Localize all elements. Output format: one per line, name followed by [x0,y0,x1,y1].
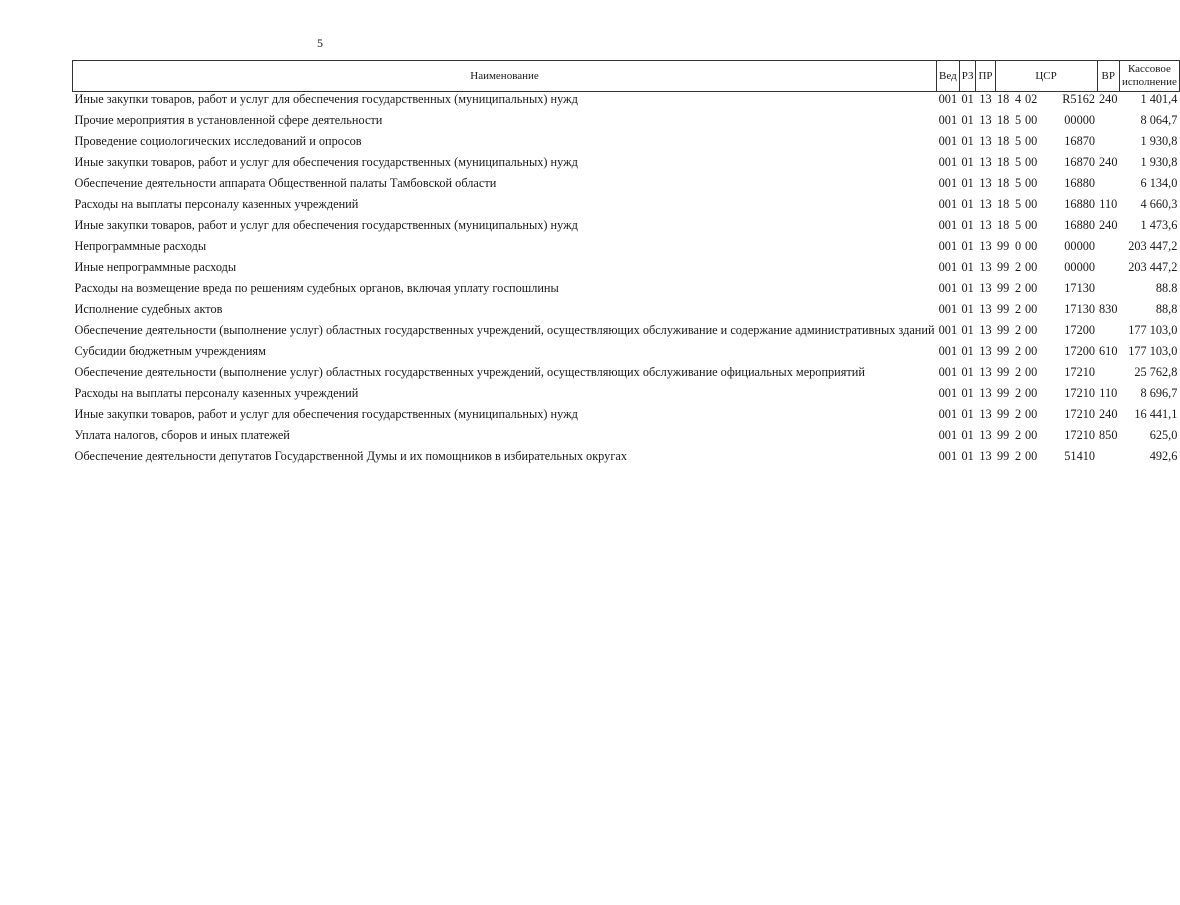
row-csr [995,302,1097,323]
csr-subprogram: 2 [1014,428,1022,442]
row-name: Обеспечение деятельности депутатов Государственной Думы и их помощников в избирательных округах [74,449,627,463]
row-ved: 001 [938,428,958,442]
row-pr: 13 [979,92,992,106]
row-rz: 01 [961,239,974,253]
row-name: Субсидии бюджетным учреждениям [74,344,266,358]
row-pr: 13 [979,365,992,379]
csr-program: 99 [997,344,1010,358]
row-pr: 13 [979,386,992,400]
csr-subprogram: 5 [1014,197,1022,211]
row-csr [995,344,1097,365]
csr-subprogram: 2 [1014,281,1022,295]
row-csr [995,218,1097,239]
row-rz: 01 [961,323,974,337]
row-ved: 001 [938,302,958,316]
csr-subprogram: 2 [1014,449,1022,463]
row-vr [1097,134,1119,155]
row-sum: 177 103,0 [1128,323,1178,337]
row-vr: 240 [1099,92,1118,106]
csr-direction: 16870 [1064,134,1096,148]
row-sum: 8 696,7 [1140,386,1178,400]
row-sum: 1 930,8 [1140,134,1178,148]
row-vr: 110 [1099,386,1118,400]
row-csr [995,176,1097,197]
row-name: Расходы на выплаты персоналу казенных учреждений [74,386,359,400]
row-ved: 001 [938,92,958,106]
row-ved: 001 [938,134,958,148]
header-name: Наименование [73,61,937,92]
row-sum: 88.8 [1155,281,1178,295]
table-row [73,302,1180,323]
csr-program: 99 [997,260,1010,274]
csr-subprogram: 2 [1014,323,1022,337]
table-row [73,260,1180,281]
row-rz: 01 [961,449,974,463]
row-name: Обеспечение деятельности (выполнение услуг) областных государственных учреждений, осуществляющих обслуживание и содержание административных зданий [74,323,935,337]
row-name: Расходы на возмещение вреда по решениям судебных органов, включая уплату госпошлины [74,281,559,295]
row-name: Обеспечение деятельности аппарата Общественной палаты Тамбовской области [74,176,497,190]
table-row [73,113,1180,134]
row-rz: 01 [961,218,974,232]
row-rz: 01 [961,365,974,379]
csr-program: 18 [997,155,1010,169]
row-ved: 001 [938,344,958,358]
row-vr [1097,113,1119,134]
row-vr [1097,176,1119,197]
row-name: Прочие мероприятия в установленной сфере деятельности [74,113,383,127]
header-vr: ВР [1097,61,1119,92]
csr-subprogram: 5 [1014,176,1022,190]
page-number: 5 [317,36,323,50]
row-csr [995,365,1097,386]
row-pr: 13 [979,260,992,274]
row-rz: 01 [961,260,974,274]
csr-event: 00 [1025,344,1038,358]
csr-program: 18 [997,134,1010,148]
header-ved: Вед [937,61,960,92]
table-body [73,92,1180,471]
row-pr: 13 [979,449,992,463]
row-ved: 001 [938,155,958,169]
row-sum: 203 447,2 [1128,260,1178,274]
row-ved: 001 [938,281,958,295]
csr-program: 99 [997,323,1010,337]
csr-program: 18 [997,197,1010,211]
row-vr: 240 [1099,155,1118,169]
row-name: Иные непрограммные расходы [74,260,237,274]
csr-subprogram: 2 [1014,365,1022,379]
csr-direction: R5162 [1062,92,1096,106]
row-ved: 001 [938,218,958,232]
row-name: Расходы на выплаты персоналу казенных учреждений [74,197,359,211]
row-sum: 88,8 [1155,302,1178,316]
row-ved: 001 [938,323,958,337]
csr-direction: 17210 [1064,386,1096,400]
row-ved: 001 [938,197,958,211]
row-vr [1097,260,1119,281]
csr-program: 99 [997,449,1010,463]
csr-event: 00 [1025,155,1038,169]
row-sum: 25 762,8 [1134,365,1178,379]
row-vr [1097,449,1119,470]
csr-event: 00 [1025,113,1038,127]
row-sum: 625,0 [1149,428,1178,442]
csr-direction: 17210 [1064,407,1096,421]
row-rz: 01 [961,344,974,358]
row-pr: 13 [979,155,992,169]
row-rz: 01 [961,302,974,316]
row-csr [995,281,1097,302]
table-row [73,344,1180,365]
csr-direction: 16880 [1064,197,1096,211]
csr-program: 99 [997,281,1010,295]
row-csr [995,386,1097,407]
row-name: Уплата налогов, сборов и иных платежей [74,428,290,442]
csr-program: 18 [997,113,1010,127]
csr-subprogram: 2 [1014,386,1022,400]
csr-event: 00 [1025,176,1038,190]
csr-event: 00 [1025,134,1038,148]
row-pr: 13 [979,428,992,442]
header-pr: ПР [976,61,995,92]
row-name: Исполнение судебных актов [74,302,223,316]
csr-direction: 17200 [1064,344,1096,358]
row-rz: 01 [961,155,974,169]
row-pr: 13 [979,113,992,127]
csr-direction: 17210 [1064,365,1096,379]
row-pr: 13 [979,134,992,148]
row-name: Обеспечение деятельности (выполнение услуг) областных государственных учреждений, осуществляющих обслуживание официальных мероприятий [74,365,865,379]
row-csr [995,197,1097,218]
row-name: Иные закупки товаров, работ и услуг для обеспечения государственных (муниципальных) нужд [74,218,578,232]
csr-subprogram: 2 [1014,344,1022,358]
row-csr [995,323,1097,344]
row-pr: 13 [979,323,992,337]
row-csr [995,260,1097,281]
row-name: Непрограммные расходы [74,239,207,253]
row-vr: 240 [1099,218,1118,232]
csr-event: 00 [1025,428,1038,442]
csr-direction: 00000 [1064,239,1096,253]
row-rz: 01 [961,197,974,211]
row-ved: 001 [938,113,958,127]
csr-event: 00 [1025,197,1038,211]
csr-direction: 00000 [1064,113,1096,127]
row-csr [995,113,1097,134]
csr-direction: 51410 [1064,449,1096,463]
csr-subprogram: 2 [1014,407,1022,421]
csr-event: 00 [1025,302,1038,316]
csr-subprogram: 2 [1014,260,1022,274]
row-csr [995,407,1097,428]
csr-direction: 17130 [1064,281,1096,295]
table-row [73,218,1180,239]
csr-program: 99 [997,386,1010,400]
csr-subprogram: 0 [1014,239,1022,253]
row-ved: 001 [938,407,958,421]
row-pr: 13 [979,176,992,190]
csr-program: 99 [997,407,1010,421]
csr-direction: 16880 [1064,218,1096,232]
csr-event: 00 [1025,407,1038,421]
row-vr: 110 [1099,197,1118,211]
csr-event: 00 [1025,449,1038,463]
table-row [73,197,1180,218]
header-sum: Кассовое исполнение [1119,61,1179,92]
table-row [73,176,1180,197]
row-csr [995,449,1097,470]
row-vr [1097,323,1119,344]
row-vr [1097,365,1119,386]
row-rz: 01 [961,134,974,148]
table-row [73,92,1180,114]
csr-program: 99 [997,239,1010,253]
row-name: Иные закупки товаров, работ и услуг для обеспечения государственных (муниципальных) нужд [74,155,578,169]
table-row [73,134,1180,155]
csr-event: 00 [1025,323,1038,337]
csr-event: 00 [1025,281,1038,295]
csr-event: 00 [1025,386,1038,400]
csr-program: 18 [997,176,1010,190]
csr-program: 99 [997,365,1010,379]
row-rz: 01 [961,386,974,400]
row-sum: 8 064,7 [1140,113,1178,127]
csr-direction: 16880 [1064,176,1096,190]
row-rz: 01 [961,407,974,421]
table-row [73,365,1180,386]
row-ved: 001 [938,386,958,400]
table-row [73,428,1180,449]
csr-event: 02 [1025,92,1038,106]
csr-direction: 00000 [1064,260,1096,274]
row-vr: 610 [1099,344,1118,358]
row-pr: 13 [979,197,992,211]
row-ved: 001 [938,449,958,463]
csr-subprogram: 5 [1014,218,1022,232]
row-vr: 850 [1099,428,1118,442]
csr-event: 00 [1025,260,1038,274]
row-sum: 203 447,2 [1128,239,1178,253]
csr-direction: 17130 [1064,302,1096,316]
row-rz: 01 [961,113,974,127]
csr-program: 99 [997,302,1010,316]
table-row [73,407,1180,428]
row-pr: 13 [979,281,992,295]
row-pr: 13 [979,407,992,421]
row-sum: 16 441,1 [1134,407,1178,421]
row-pr: 13 [979,344,992,358]
row-rz: 01 [961,92,974,106]
csr-direction: 17210 [1064,428,1096,442]
table-row [73,386,1180,407]
row-csr [995,134,1097,155]
row-ved: 001 [938,176,958,190]
row-ved: 001 [938,365,958,379]
row-vr [1097,281,1119,302]
row-vr: 240 [1099,407,1118,421]
row-sum: 6 134,0 [1140,176,1178,190]
csr-program: 18 [997,92,1010,106]
row-pr: 13 [979,302,992,316]
table-header-row [73,61,1180,92]
csr-direction: 16870 [1064,155,1096,169]
csr-event: 00 [1025,218,1038,232]
row-ved: 001 [938,260,958,274]
row-pr: 13 [979,218,992,232]
row-sum: 177 103,0 [1128,344,1178,358]
header-rz: РЗ [959,61,976,92]
row-rz: 01 [961,176,974,190]
row-name: Иные закупки товаров, работ и услуг для обеспечения государственных (муниципальных) нужд [74,92,578,106]
row-sum: 1 930,8 [1140,155,1178,169]
row-csr [995,428,1097,449]
csr-subprogram: 2 [1014,302,1022,316]
csr-subprogram: 4 [1014,92,1022,106]
row-csr [995,92,1097,114]
budget-table [72,60,1180,470]
csr-subprogram: 5 [1014,155,1022,169]
row-name: Иные закупки товаров, работ и услуг для обеспечения государственных (муниципальных) нужд [74,407,578,421]
row-vr: 830 [1099,302,1118,316]
row-sum: 492,6 [1149,449,1178,463]
table-row [73,449,1180,470]
row-ved: 001 [938,239,958,253]
header-csr: ЦСР [995,61,1097,92]
row-rz: 01 [961,281,974,295]
table-row [73,281,1180,302]
csr-direction: 17200 [1064,323,1096,337]
csr-event: 00 [1025,239,1038,253]
row-csr [995,155,1097,176]
csr-program: 99 [997,428,1010,442]
row-rz: 01 [961,428,974,442]
row-pr: 13 [979,239,992,253]
row-csr [995,239,1097,260]
csr-program: 18 [997,218,1010,232]
csr-subprogram: 5 [1014,134,1022,148]
row-sum: 1 473,6 [1140,218,1178,232]
row-vr [1097,239,1119,260]
row-sum: 4 660,3 [1140,197,1178,211]
row-name: Проведение социологических исследований и опросов [74,134,362,148]
table-row [73,239,1180,260]
csr-event: 00 [1025,365,1038,379]
csr-subprogram: 5 [1014,113,1022,127]
table-row [73,155,1180,176]
table-row [73,323,1180,344]
row-sum: 1 401,4 [1140,92,1178,106]
